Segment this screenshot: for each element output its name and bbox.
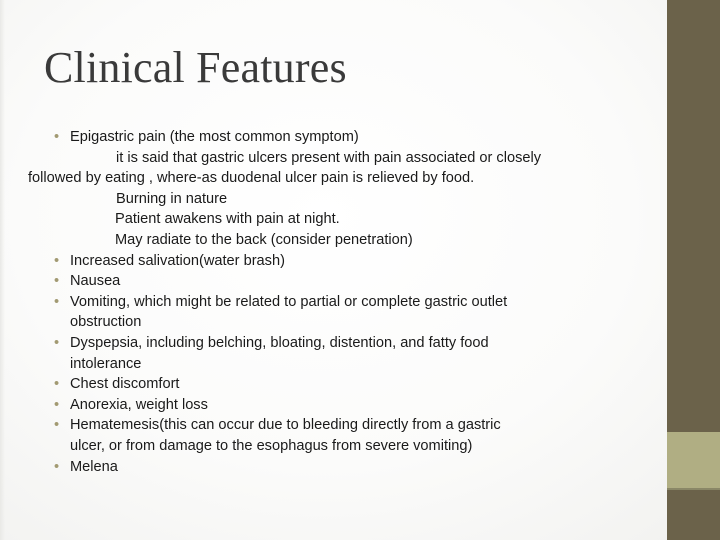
bullet-dot: • <box>54 252 60 269</box>
list-item-text: Hematemesis(this can occur due to bleeding directly from a gastric <box>70 417 501 434</box>
list-item-anorexia <box>28 395 638 416</box>
list-item-vomiting <box>28 292 638 313</box>
bullet-dot: • <box>54 417 60 434</box>
slide-body <box>28 127 638 477</box>
list-item-text: Epigastric pain (the most common symptom) <box>70 129 359 145</box>
list-item-dyspepsia <box>28 333 638 354</box>
bullet-dot: • <box>54 293 60 310</box>
sub-item-night-pain: Patient awakens with pain at night. <box>115 211 340 228</box>
list-item-text: Increased salivation(water brash) <box>70 252 285 269</box>
list-item-text: Chest discomfort <box>70 376 180 393</box>
list-item-hematemesis-cont: ulcer, or from damage to the esophagus from severe vomiting) <box>70 437 473 454</box>
list-item-melena <box>28 457 638 478</box>
slide-left-edge <box>0 0 5 540</box>
intro-detail-line-2: followed by eating , where-as duodenal ulcer pain is relieved by food. <box>28 170 475 187</box>
list-item-chest-discomfort <box>28 374 638 395</box>
list-item-text: Vomiting, which might be related to partial or complete gastric outlet <box>70 293 508 310</box>
list-item-text: Dyspepsia, including belching, bloating, distention, and fatty food <box>70 334 489 351</box>
list-item-text: Melena <box>70 458 118 475</box>
bullet-dot: • <box>54 458 60 475</box>
bullet-dot: • <box>54 129 60 145</box>
bullet-dot: • <box>54 396 60 413</box>
right-bar-accent-block <box>667 432 720 488</box>
sub-item-burning: Burning in nature <box>116 190 228 207</box>
sub-item-radiation: May radiate to the back (consider penetration) <box>115 231 413 248</box>
list-item-salivation <box>28 251 638 272</box>
list-item-text: Anorexia, weight loss <box>70 396 208 413</box>
list-item-dyspepsia-cont: intolerance <box>70 355 142 372</box>
list-item-nausea <box>28 271 638 292</box>
bullet-dot: • <box>54 334 60 351</box>
list-item-hematemesis <box>28 415 638 436</box>
list-item-text: Nausea <box>70 273 121 290</box>
right-bar-accent-line <box>667 488 720 490</box>
right-decorative-bar <box>667 0 720 540</box>
list-item-vomiting-cont: obstruction <box>70 314 142 331</box>
slide-title: Clinical Features <box>44 43 347 92</box>
list-item-epigastric-pain <box>28 127 638 148</box>
bullet-dot: • <box>54 273 60 290</box>
bullet-dot: • <box>54 376 60 393</box>
intro-detail-line-1: it is said that gastric ulcers present with pain associated or closely <box>116 149 542 166</box>
